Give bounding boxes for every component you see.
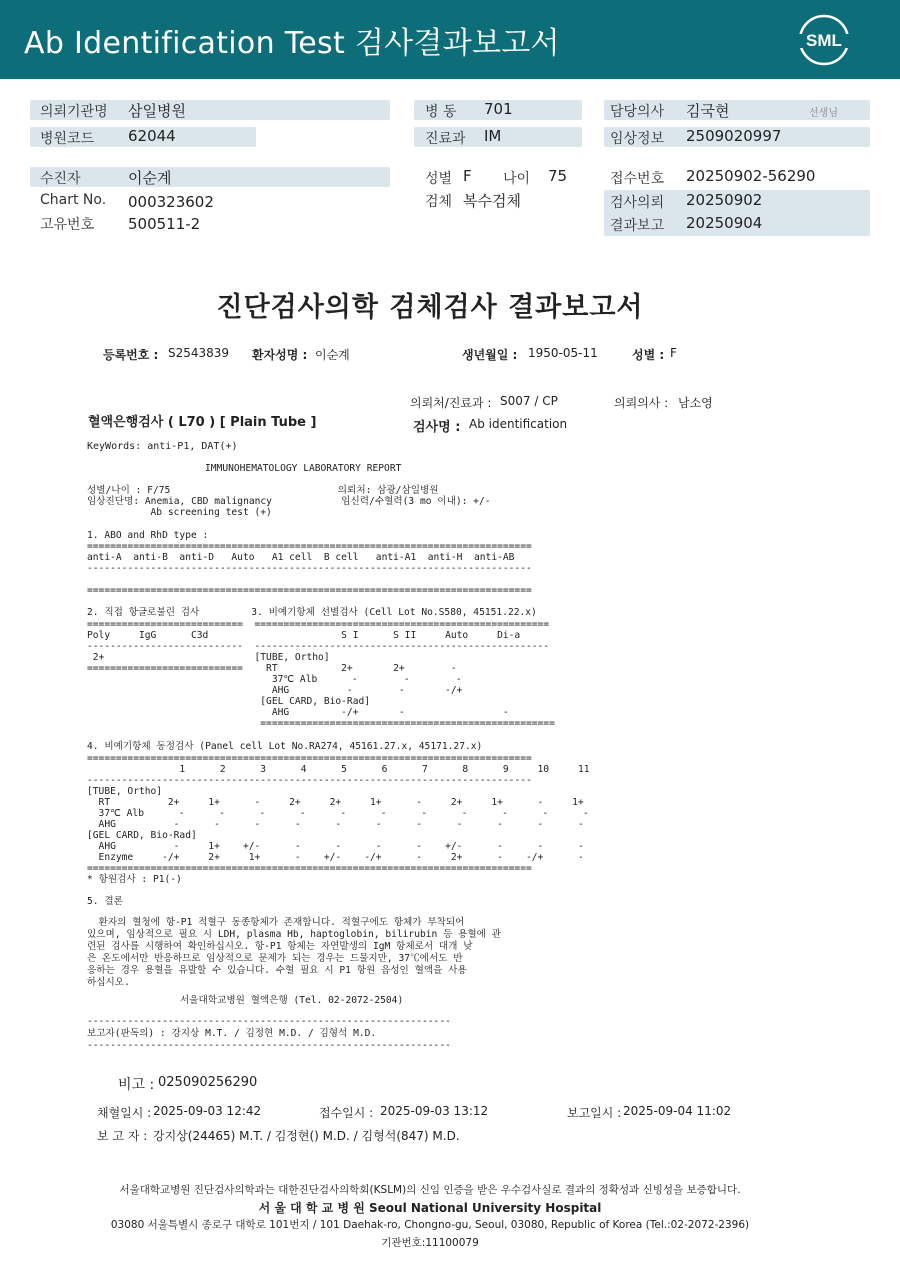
ref-doctor-value: 남소영 — [678, 396, 713, 410]
chart-label: Chart No. — [40, 192, 107, 208]
footer-certification: 서울대학교병원 진단검사의학과는 대한진단검사의학회(KSLM)의 신임 인증을 받은 우수검사실로 결과의 정확성과 신빙성을 보증합니다. — [119, 1184, 741, 1196]
collect-label: 채혈일시 : — [97, 1106, 152, 1120]
ref-doctor-label: 의뢰의사 : — [614, 396, 669, 410]
doctor-label: 담당의사 — [610, 104, 665, 120]
bottom-reporter-value: 강지상(24465) M.T. / 김정현() M.D. / 김형석(847) M.D. — [153, 1129, 460, 1143]
clinical-value: 2509020997 — [686, 127, 782, 145]
panel-line: [TUBE, Ortho] — [87, 786, 163, 797]
logo-text: SML — [806, 31, 842, 50]
doctor-value: 김국현 — [686, 102, 730, 120]
dat-screening-line: AHG -/+ - - — [87, 707, 509, 718]
doctor-suffix: 선생님 — [809, 108, 838, 119]
lab-line-3: Ab screening test (+) — [87, 507, 272, 518]
conclusion-line: 환자의 혈청에 항-P1 적혈구 동종항체가 존재합니다. 적혈구에도 항체가 부착되어 — [87, 917, 465, 928]
blood-bank-line: 서울대학교병원 혈액은행 (Tel. 02-2072-2504) — [180, 995, 404, 1006]
reception-no-label: 접수번호 — [610, 171, 665, 187]
name-label: 환자성명 : — [252, 348, 308, 362]
report-time-label: 보고일시 : — [567, 1106, 622, 1120]
hospital-code-value: 62044 — [128, 127, 176, 145]
dob-label: 생년월일 : — [462, 348, 518, 362]
conclusion-line: 응하는 경우 용혈을 유발할 수 있습니다. 수혈 필요 시 P1 항원 음성인 혈액을 사용 — [87, 965, 467, 976]
abo-heading: 1. ABO and RhD type : — [87, 530, 209, 541]
chart-value: 000323602 — [128, 193, 214, 211]
abo-header: anti-A anti-B anti-D Auto A1 cell B cell anti-A1 anti-H anti-AB — [87, 552, 515, 563]
reporter-separator-bottom: --------------------------------------------------------------- — [87, 1040, 451, 1051]
lab-line-2: 임상진단명: Anemia, CBD malignancy 임신력/수혈력(3 mo 이내): +/- — [87, 496, 491, 507]
dept-label: 진료과 — [425, 131, 466, 147]
conclusion-line: 련된 검사를 시행하여 확인하십시오. 항-P1 항체는 자연발생의 IgM 항체로서 대개 낮 — [87, 941, 473, 952]
dept-value: IM — [484, 127, 502, 145]
dat-screening-line: AHG - - -/+ — [87, 685, 463, 696]
dat-screening-line: --------------------------- --------------------------------------------------- — [87, 641, 550, 652]
footer-hospital — [0, 1199, 860, 1216]
dat-screening-line: Poly IgG C3d S I S II Auto Di-a — [87, 630, 521, 641]
report-sex-label: 성별 : — [632, 348, 665, 362]
ward-value: 701 — [484, 100, 513, 118]
receive-label: 접수일시 : — [319, 1106, 374, 1120]
panel-line: AHG - 1+ +/- - - - - +/- - - - — [87, 841, 584, 852]
collect-value: 2025-09-03 12:42 — [153, 1104, 262, 1118]
specimen-value: 복수검체 — [463, 192, 521, 210]
name-value: 이순계 — [315, 348, 350, 362]
panel-line: ============================================================================= — [87, 753, 532, 764]
reg-label: 등록번호 : — [103, 348, 159, 362]
reporter-separator-top: --------------------------------------------------------------- — [87, 1016, 451, 1027]
conclusion-line: 하십시오. — [87, 977, 130, 988]
panel-heading: 4. 비예기항체 동정검사 (Panel cell Lot No.RA274, 45161.27.x, 45171.27.x) — [87, 741, 483, 752]
sex-value: F — [463, 167, 472, 185]
conclusion-line: 있으며, 임상적으로 필요 시 LDH, plasma Hb, haptoglobin, bilirubin 등 용혈에 관 — [87, 929, 501, 940]
report-time-value: 2025-09-04 11:02 — [623, 1104, 732, 1118]
unique-value: 500511-2 — [128, 215, 201, 233]
abo-separator-mid: ----------------------------------------------------------------------------- — [87, 563, 532, 574]
panel-line: AHG - - - - - - - - - - - — [87, 819, 584, 830]
specimen-label: 검체 — [425, 194, 453, 210]
abo-separator-bottom: ============================================================================= — [87, 585, 532, 596]
note-label: 비고 : — [118, 1077, 155, 1093]
test-name-value: Ab identification — [469, 417, 568, 431]
panel-line: 1 2 3 4 5 6 7 8 9 10 11 — [87, 764, 590, 775]
institution-label: 의뢰기관명 — [40, 104, 108, 120]
panel-line: 37℃ Alb - - - - - - - - - - - — [87, 808, 589, 819]
patient-bar — [30, 167, 390, 187]
age-label: 나이 — [503, 171, 531, 187]
clinical-label: 임상정보 — [610, 131, 665, 147]
conclusion-line: 은 온도에서만 반응하므로 임상적으로 문제가 되는 경우는 드물지만, 37℃에서도 반 — [87, 953, 463, 964]
request-value: 20250902 — [686, 191, 763, 209]
dat-screening-line: 37℃ Alb - - - — [87, 674, 462, 685]
request-label: 검사의뢰 — [610, 195, 665, 211]
panel-line: Enzyme -/+ 2+ 1+ - +/- -/+ - 2+ - -/+ - — [87, 852, 584, 863]
panel-line: ============================================================================= — [87, 863, 532, 874]
bottom-reporter-label: 보 고 자 : — [97, 1129, 148, 1143]
dat-screening-line: =================================================== — [87, 718, 555, 729]
sex-label: 성별 — [425, 171, 453, 187]
ward-label: 병 동 — [425, 104, 457, 120]
panel-line: RT 2+ 1+ - 2+ 2+ 1+ - 2+ 1+ - 1+ — [87, 797, 584, 808]
keywords: KeyWords: anti-P1, DAT(+) — [87, 441, 238, 452]
conclusion-heading: 5. 결론 — [87, 896, 123, 907]
ref-dept-value: S007 / CP — [500, 394, 558, 408]
dat-screening-line: 2+ [TUBE, Ortho] — [87, 652, 330, 663]
note-value: 025090256290 — [158, 1075, 258, 1090]
dat-screening-line: [GEL CARD, Bio-Rad] — [87, 696, 371, 707]
hospital-code-label: 병원코드 — [40, 131, 95, 147]
sml-logo — [796, 12, 852, 68]
unique-label: 고유번호 — [40, 217, 95, 233]
report-value: 20250904 — [686, 214, 763, 232]
patient-label: 수진자 — [40, 171, 81, 187]
header-title: Ab Identification Test 검사결과보고서 — [24, 26, 560, 61]
dat-screening-line: =========================== RT 2+ 2+ - — [87, 663, 457, 674]
abo-separator-top: ============================================================================= — [87, 541, 532, 552]
reception-no-value: 20250902-56290 — [686, 167, 816, 185]
test-name-label: 검사명 : — [413, 420, 461, 435]
footer-institution-no: 기관번호:11100079 — [381, 1237, 479, 1249]
dob-value: 1950-05-11 — [528, 346, 598, 360]
antigen-line: * 항원검사 : P1(-) — [87, 874, 182, 885]
reg-value: S2543839 — [168, 346, 230, 360]
footer-address: 03080 서울특별시 종로구 대학로 101번지 / 101 Daehak-ro, Chongno-gu, Seoul, 03080, Republic of Korea (Tel.:02-2072-2396) — [110, 1219, 750, 1231]
panel-line: [GEL CARD, Bio-Rad] — [87, 830, 197, 841]
lab-report-title: IMMUNOHEMATOLOGY LABORATORY REPORT — [205, 463, 402, 474]
dat-screening-line: =========================== =================================================== — [87, 619, 550, 630]
report-header — [0, 0, 900, 79]
footer-hospital-kr: 서 울 대 학 교 병 원 — [258, 1201, 365, 1215]
footer-hospital-en: Seoul National University Hospital — [369, 1201, 602, 1215]
lab-line-1: 성별/나이 : F/75 의뢰처: 삼광/삼일병원 — [87, 485, 439, 496]
institution-value: 삼일병원 — [128, 102, 186, 120]
dat-heading: 2. 직접 항글로불린 검사 3. 비예기항체 선별검사 (Cell Lot No.S580, 45151.22.x) — [87, 607, 537, 618]
lab-reporter-line: 보고자(판독의) : 강지상 M.T. / 김정현 M.D. / 김형석 M.D. — [87, 1028, 377, 1039]
panel-line: ----------------------------------------------------------------------------- — [87, 775, 532, 786]
report-main-title: 진단검사의학 검체검사 결과보고서 — [216, 292, 644, 323]
receive-value: 2025-09-03 13:12 — [380, 1104, 489, 1118]
report-sex-value: F — [670, 346, 677, 360]
patient-value: 이순계 — [128, 169, 172, 187]
test-category: 혈액은행검사 ( L70 ) [ Plain Tube ] — [88, 415, 317, 430]
age-value: 75 — [548, 167, 568, 185]
ref-dept-label: 의뢰처/진료과 : — [410, 396, 492, 410]
report-label: 결과보고 — [610, 218, 665, 234]
